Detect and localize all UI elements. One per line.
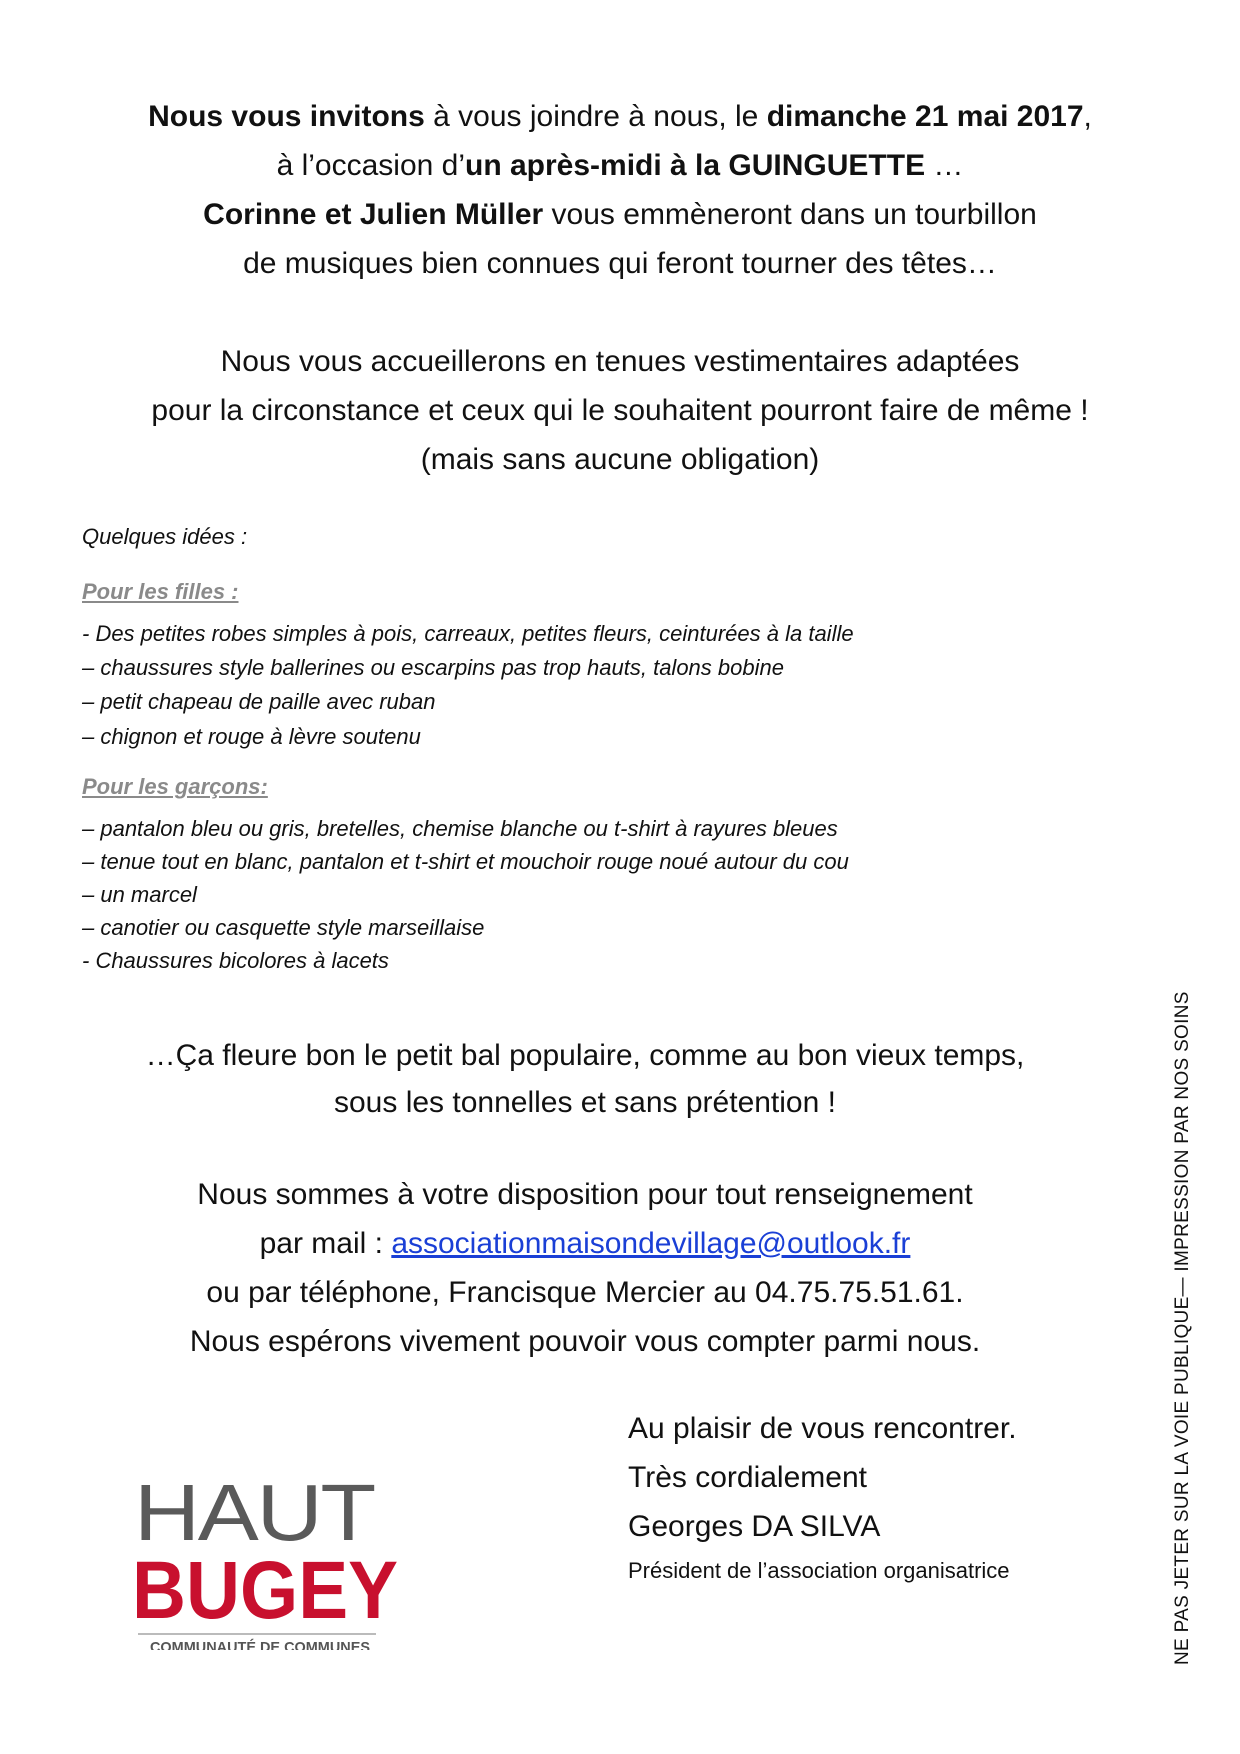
contact-block — [0, 1170, 1170, 1366]
outro-line-2: sous les tonnelles et sans prétention ! — [334, 1086, 836, 1119]
contact-line-1: Nous sommes à votre disposition pour tout renseignement — [197, 1178, 973, 1211]
intro-line-5: Nous vous accueillerons en tenues vestimentaires adaptées — [220, 345, 1020, 378]
list-item: - Des petites robes simples à pois, carreaux, petites fleurs, ceinturées à la taille — [82, 621, 854, 646]
intro-ellipsis: … — [925, 149, 964, 182]
intro-comma: , — [1083, 100, 1092, 133]
signature-block — [628, 1404, 1017, 1591]
event-name: un après-midi à la GUINGUETTE — [465, 149, 926, 182]
outro — [0, 1032, 1170, 1126]
list-item: – chaussures style ballerines ou escarpins pas trop hauts, talons bobine — [82, 655, 784, 680]
ideas-heading: Quelques idées : — [82, 524, 248, 549]
intro-line-4: de musiques bien connues qui feront tourner des têtes… — [243, 247, 997, 280]
list-item: – canotier ou casquette style marseillaise — [82, 915, 485, 940]
invitation-intro — [0, 92, 1240, 484]
signature-closing: Très cordialement — [628, 1461, 867, 1494]
logo-bottom-text: BUGEY — [132, 1545, 398, 1636]
intro-line-1 — [0, 92, 1240, 141]
email-link[interactable]: associationmaisondevillage@outlook.fr — [391, 1227, 911, 1260]
contact-mail-line — [0, 1219, 1170, 1268]
performers: Corinne et Julien Müller — [203, 198, 544, 231]
signature-role: Président de l’association organisatrice — [628, 1558, 1010, 1583]
mail-prefix: par mail : — [259, 1227, 392, 1260]
haut-bugey-logo — [128, 1470, 418, 1650]
intro-occasion-text: à l’occasion d’ — [276, 149, 465, 182]
intro-line-6: pour la circonstance et ceux qui le souhaitent pourront faire de même ! — [151, 394, 1089, 427]
intro-line-2 — [0, 141, 1240, 190]
list-item: – pantalon bleu ou gris, bretelles, chemise blanche ou t-shirt à rayures bleues — [82, 816, 838, 841]
event-date: dimanche 21 mai 2017 — [766, 100, 1084, 133]
list-item: – petit chapeau de paille avec ruban — [82, 689, 436, 714]
signature-greeting: Au plaisir de vous rencontrer. — [628, 1412, 1017, 1445]
intro-invite-text: à vous joindre à nous, le — [424, 100, 767, 133]
contact-phone-line: ou par téléphone, Francisque Mercier au 04.75.75.51.61. — [206, 1276, 964, 1309]
logo-top-text: HAUT — [134, 1470, 376, 1557]
intro-line-3 — [0, 190, 1240, 239]
list-item: – chignon et rouge à lèvre soutenu — [82, 724, 421, 749]
outro-line-1: …Ça fleure bon le petit bal populaire, comme au bon vieux temps, — [145, 1039, 1025, 1072]
girls-title: Pour les filles : — [82, 579, 239, 604]
list-item: - Chaussures bicolores à lacets — [82, 948, 389, 973]
logo-caption: COMMUNAUTÉ DE COMMUNES — [150, 1639, 370, 1650]
list-item: – tenue tout en blanc, pantalon et t-shirt et mouchoir rouge noué autour du cou — [82, 849, 849, 874]
signature-name: Georges DA SILVA — [628, 1510, 881, 1543]
intro-line-7: (mais sans aucune obligation) — [420, 443, 820, 476]
intro-invite-bold: Nous vous invitons — [148, 100, 425, 133]
side-note: NE PAS JETER SUR LA VOIE PUBLIQUE— IMPRESSION PAR NOS SOINS — [1172, 991, 1193, 1665]
boys-title: Pour les garçons: — [82, 774, 268, 799]
logo-graphic — [128, 1470, 418, 1650]
contact-line-4: Nous espérons vivement pouvoir vous compter parmi nous. — [189, 1325, 981, 1358]
list-item: – un marcel — [82, 882, 197, 907]
intro-performers-text: vous emmèneront dans un tourbillon — [543, 198, 1037, 231]
